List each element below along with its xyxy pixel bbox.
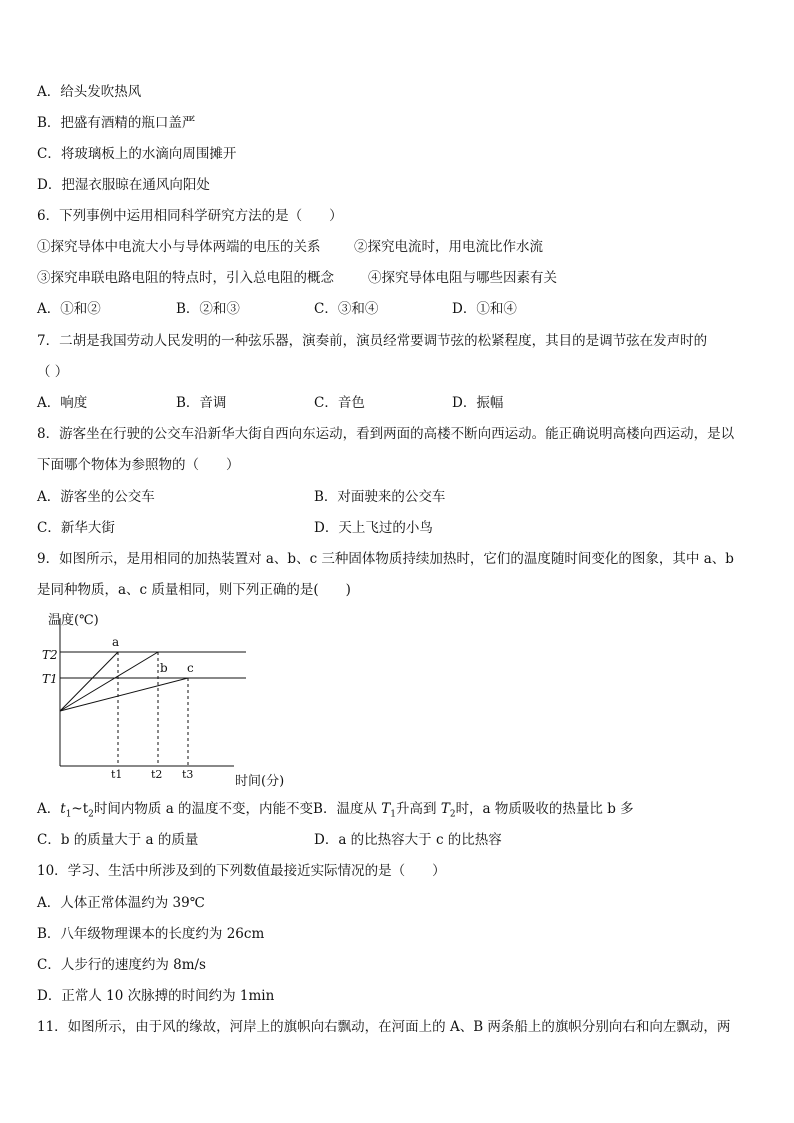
label-a: a [112, 635, 120, 649]
xtick-t2: t2 [151, 768, 163, 781]
q9-b-sub2: 2 [449, 809, 456, 820]
q9-option-a-label: A． [37, 801, 61, 817]
q9-option-a-text: 时间内物质 a 的温度不变，内能不变 [93, 801, 314, 817]
q9-option-b-pre: B．温度从 [313, 801, 382, 817]
q11-stem: 11．如图所示，由于风的缘故，河岸上的旗帜向右飘动，在河面上的 A、B 两条船上的旗帜分别向右和向左飘动，两 [37, 1019, 731, 1035]
q8-option-b: B．对面驶来的公交车 [314, 489, 446, 505]
q9-option-b-text: 时，a 物质吸收的热量比 b 多 [455, 801, 634, 817]
q7-option-c: C．音色 [314, 395, 365, 411]
q6-stem: 6．下列事例中运用相同科学研究方法的是（ ） [37, 208, 343, 224]
q10-option-d: D．正常人 10 次脉搏的时间约为 1min [37, 988, 275, 1004]
series-c-rise [60, 678, 188, 711]
ytick-T2: T2 [42, 648, 58, 662]
q7-option-a: A．响度 [37, 395, 88, 411]
q9-stem-line1: 9．如图所示，是用相同的加热装置对 a、b、c 三种固体物质持续加热时，它们的温度随时间变化的图象，其中 a、b [37, 551, 734, 567]
q6-option-d: D．①和④ [452, 301, 517, 317]
q7-option-d: D．振幅 [452, 395, 504, 411]
q9-a-sub2: 2 [88, 809, 94, 820]
y-axis-label: 温度(℃) [48, 613, 99, 628]
xtick-t3: t3 [182, 768, 194, 781]
q9-b-T2: T [440, 801, 450, 817]
q7-stem-line2: （ ） [37, 364, 69, 380]
q6-item-1: ①探究导体中电流大小与导体两端的电压的关系 [37, 239, 321, 255]
label-c: c [187, 661, 194, 675]
q9-b-mid: 升高到 [396, 801, 441, 817]
q9-a-sub1: 1 [65, 809, 72, 820]
temperature-time-chart [30, 604, 330, 794]
q9-option-a-b-line [37, 800, 634, 824]
q8-stem-line2: 下面哪个物体为参照物的（ ） [37, 457, 240, 473]
q7-stem-line1: 7．二胡是我国劳动人民发明的一种弦乐器，演奏前，演员经常要调节弦的松紧程度，其目的是调节弦在发声时的 [37, 333, 708, 349]
q9-stem-line2: 是同种物质，a、c 质量相同，则下列正确的是( ) [37, 582, 351, 598]
q10-stem: 10．学习、生活中所涉及到的下列数值最接近实际情况的是（ ） [37, 863, 446, 879]
q5-option-c: C．将玻璃板上的水滴向周围摊开 [37, 146, 237, 162]
xtick-t1: t1 [111, 768, 123, 781]
q6-item-3: ③探究串联电路电阻的特点时，引入总电阻的概念 [37, 270, 334, 286]
q5-option-a: A．给头发吹热风 [37, 84, 142, 100]
q8-option-d: D．天上飞过的小鸟 [314, 520, 433, 536]
q8-option-c: C．新华大街 [37, 520, 115, 536]
q6-option-b: B．②和③ [176, 301, 240, 317]
q9-b-T: T [381, 801, 391, 817]
ytick-T1: T1 [42, 672, 58, 686]
q6-item-4: ④探究导体电阻与哪些因素有关 [368, 270, 557, 286]
x-axis-label: 时间(分) [235, 774, 285, 789]
q7-option-b: B．音调 [176, 395, 227, 411]
q9-b-sub1: 1 [390, 809, 397, 820]
q6-option-c: C．③和④ [314, 301, 379, 317]
q9-a-t: t [60, 801, 66, 817]
q10-option-a: A．人体正常体温约为 39℃ [37, 895, 205, 911]
q8-stem-line1: 8．游客坐在行驶的公交车沿新华大街自西向东运动，看到两面的高楼不断向西运动。能正确说明高楼向西运动，是以 [37, 426, 735, 442]
q5-option-d: D．把湿衣服晾在通风向阳处 [37, 177, 210, 193]
q9-option-c: C．b 的质量大于 a 的质量 [37, 832, 199, 848]
q10-option-b: B．八年级物理课本的长度约为 26cm [37, 926, 265, 942]
q6-option-a: A．①和② [37, 301, 101, 317]
q5-option-b: B．把盛有酒精的瓶口盖严 [37, 115, 196, 131]
q6-item-2: ②探究电流时，用电流比作水流 [354, 239, 543, 255]
q8-option-a: A．游客坐的公交车 [37, 489, 155, 505]
label-b: b [160, 661, 168, 675]
q9-option-d: D．a 的比热容大于 c 的比热容 [314, 832, 502, 848]
q10-option-c: C．人步行的速度约为 8m/s [37, 957, 206, 973]
q9-a-mid: ~t [71, 801, 89, 817]
